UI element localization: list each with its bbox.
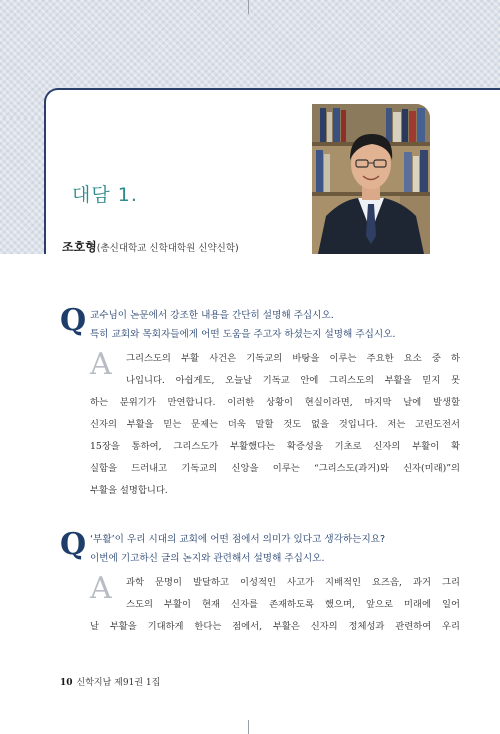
qa-block-1: [60, 303, 460, 502]
answer-line: 나입니다. 아쉽게도, 오늘날 기독교 안에 그리스도의 부활을 믿지 못: [126, 375, 460, 386]
question-text: [90, 530, 460, 568]
author-name: 조호형: [62, 240, 97, 254]
crop-mark-bottom: [248, 720, 249, 734]
journal-name: 신학지남 제91권 1집: [76, 678, 161, 688]
author-line: [62, 238, 239, 255]
title-card: [44, 88, 500, 254]
answer-block: [90, 571, 460, 642]
question-line: 특히 교회와 목회자들에게 어떤 도움을 주고자 하셨는지 설명해 주십시오.: [90, 329, 396, 340]
page-footer: [60, 675, 160, 688]
question-letter: Q: [60, 527, 87, 562]
answer-line: 스도의 부활이 현재 신자를 존재하도록 했으며, 앞으로 미래에 일어: [126, 599, 460, 610]
answer-line: 하는 분위기가 만연합니다. 이러한 상황이 현실이라면, 마지막 날에 발생할: [90, 397, 460, 408]
qa-block-2: [60, 527, 460, 650]
question-line: 교수님이 논문에서 강조한 내용을 간단히 설명해 주십시오.: [90, 310, 334, 321]
answer-line: 신자의 부활을 믿는 문제는 더욱 말할 것도 없을 것입니다. 저는 고린도전서: [90, 419, 460, 430]
author-photo: [312, 104, 430, 254]
answer-line: 실함을 드러내고 기독교의 신앙을 이루는 “그리스도(과거)와 신자(미래)”의: [90, 463, 460, 474]
author-affiliation: (총신대학교 신학대학원 신약신학): [96, 243, 239, 254]
page-title: 대담 1.: [72, 184, 138, 206]
page-number: 10: [60, 678, 73, 688]
answer-line: 과학 문명이 발달하고 이성적인 사고가 지배적인 요즈음, 과거 그리: [126, 577, 460, 588]
question-text: [90, 306, 460, 344]
answer-line: 날 부활을 기대하게 한다는 점에서, 부활은 신자의 정체성과 관련하여 우리: [90, 621, 460, 632]
question-letter: Q: [60, 303, 87, 338]
question-line: ‘부활’이 우리 시대의 교회에 어떤 점에서 의미가 있다고 생각하는지요?: [90, 534, 386, 545]
answer-letter: A: [90, 347, 112, 382]
author-portrait-illustration: [312, 104, 430, 254]
question-line: 이번에 기고하신 글의 논지와 관련해서 설명해 주십시오.: [90, 553, 325, 564]
answer-line: 15장을 통하여, 그리스도가 부활했다는 확증성을 기초로 신자의 부활이 확: [90, 441, 460, 452]
answer-line: 부활을 설명합니다.: [90, 485, 168, 496]
answer-block: [90, 347, 460, 502]
answer-letter: A: [90, 571, 112, 606]
crop-mark-top: [248, 0, 249, 14]
answer-line: 그리스도의 부활 사건은 기독교의 바탕을 이루는 주요한 요소 중 하: [126, 353, 460, 364]
